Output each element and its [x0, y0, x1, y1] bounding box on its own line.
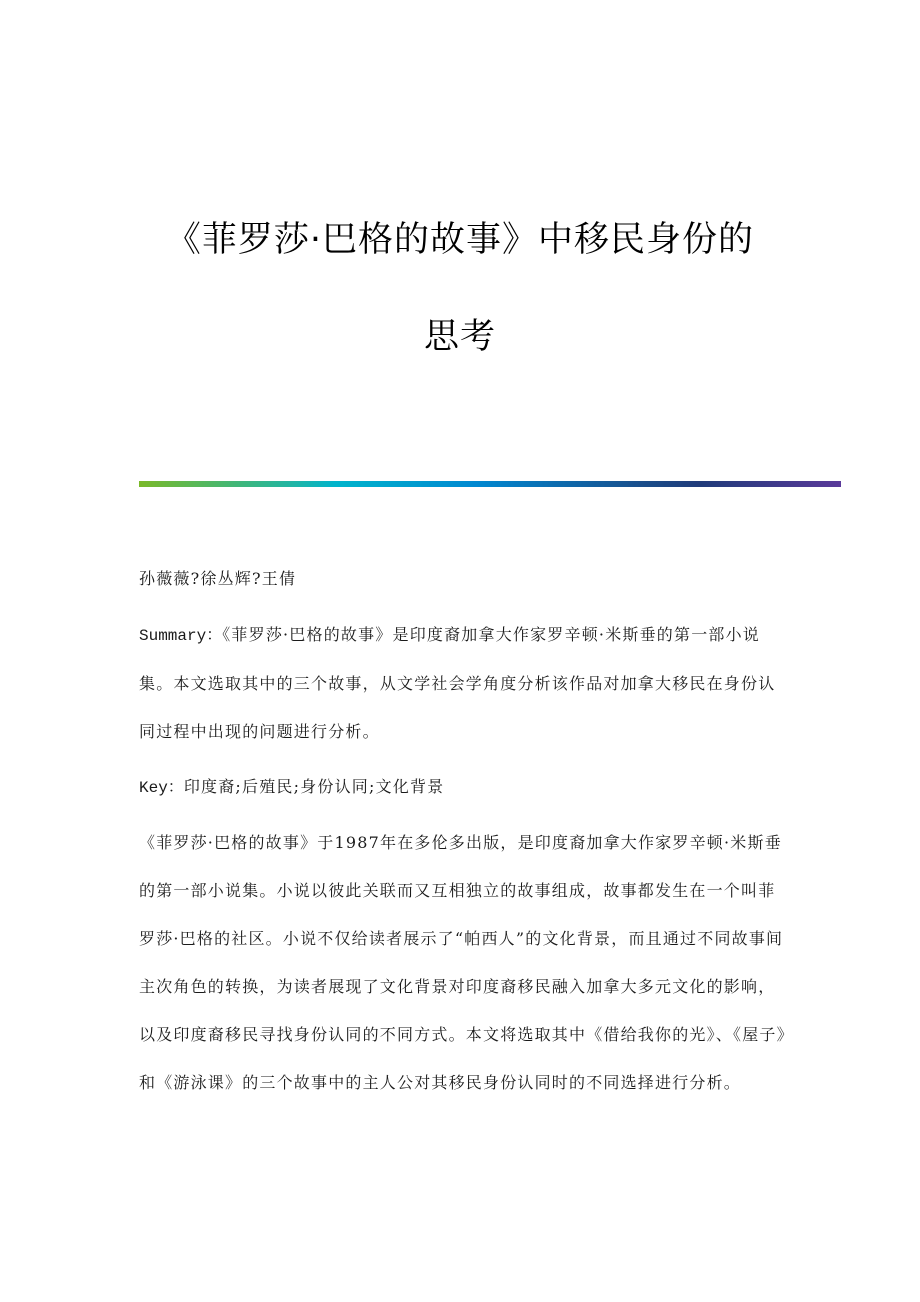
summary-text: 《菲罗莎·巴格的故事》是印度裔加拿大作家罗辛顿·米斯垂的第一部小说集。本文选取其中的三个故事，从文学社会学角度分析该作品对加拿大移民在身份认同过程中出现的问题进行分析。	[139, 625, 776, 741]
summary-label: Summary：	[139, 627, 223, 645]
document-title-line-1: 《菲罗莎·巴格的故事》中移民身份的	[165, 220, 755, 260]
summary-paragraph	[139, 611, 789, 756]
intro-paragraph: 《菲罗莎·巴格的故事》于1987年在多伦多出版，是印度裔加拿大作家罗辛顿·米斯垂的第一部小说集。小说以彼此关联而又互相独立的故事组成，故事都发生在一个叫菲罗莎·巴格的社区。小说不仅给读者展示了“帕西人”的文化背景，而且通过不同故事间主次角色的转换，为读者展现了文化背景对印度裔移民融入加拿大多元文化的影响，以及印度裔移民寻找身份认同的不同方式。本文将选取其中《借给我你的光》、《屋子》和《游泳课》的三个故事中的主人公对其移民身份认同时的不同选择进行分析。	[139, 833, 786, 1092]
document-title-line-2: 思考	[423, 317, 496, 357]
keywords-label: Key：	[139, 779, 184, 797]
author-line: 孙薇薇?徐丛辉?王倩	[139, 569, 297, 588]
gradient-divider	[139, 481, 841, 487]
keywords-paragraph	[139, 763, 789, 812]
keywords-text: 印度裔;后殖民;身份认同;文化背景	[183, 777, 445, 796]
